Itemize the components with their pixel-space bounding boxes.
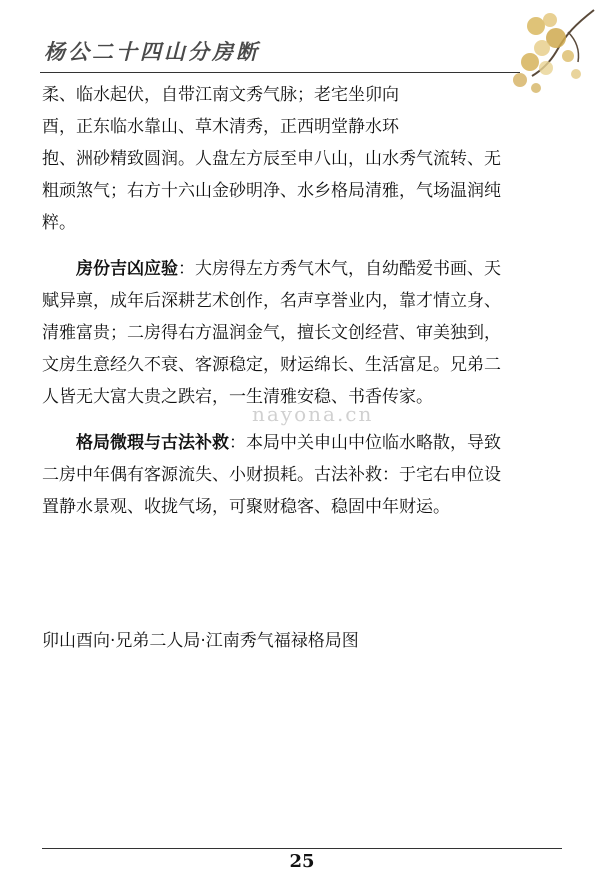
text-line: 置静水景观、收拢气场，可聚财稳客、稳固中年财运。 xyxy=(42,497,450,517)
text-line: 酉，正东临水靠山、草木清秀，正西明堂静水环 xyxy=(42,117,399,137)
paragraph-branch-fortune xyxy=(42,253,568,413)
header-title: 杨公二十四山分房断 xyxy=(44,39,260,64)
text-line: 人皆无大富大贵之跌宕，一生清雅安稳、书香传家。 xyxy=(42,387,433,407)
text-run: ：大房得左方秀气木气，自幼酷爱书画、天 xyxy=(178,259,501,279)
section-heading: 房份吉凶应验 xyxy=(76,259,178,279)
paragraph-terrain xyxy=(42,79,568,239)
text-line xyxy=(42,253,568,285)
text-line xyxy=(42,427,568,459)
paragraph-flaw-remedy xyxy=(42,427,568,523)
text-line: 抱、洲砂精致圆润。人盘左方辰至申八山，山水秀气流转、无 xyxy=(42,149,501,169)
page-header xyxy=(0,0,604,80)
text-line: 粗顽煞气；右方十六山金砂明净、水乡格局清雅，气场温润纯 xyxy=(42,181,501,201)
text-line: 二房中年偶有客源流失、小财损耗。古法补救：于宅右申位设 xyxy=(42,465,501,485)
page-number: 25 xyxy=(289,851,315,872)
text-line: 柔、临水起伏，自带江南文秀气脉；老宅坐卯向 xyxy=(42,85,399,105)
text-run: ：本局中关申山中位临水略散，导致 xyxy=(229,433,501,453)
page-body xyxy=(42,79,568,523)
section-heading: 格局微瑕与古法补救 xyxy=(76,433,229,453)
figure-caption: 卯山酉向·兄弟二人局·江南秀气福禄格局图 xyxy=(42,631,359,651)
header-rule xyxy=(40,72,520,73)
text-line: 赋异禀，成年后深耕艺术创作，名声享誉业内，靠才情立身、 xyxy=(42,291,501,311)
footer-rule xyxy=(42,848,562,849)
text-line: 清雅富贵；二房得右方温润金气，擅长文创经营、审美独到， xyxy=(42,323,501,343)
text-line: 文房生意经久不衰、客源稳定，财运绵长、生活富足。兄弟二 xyxy=(42,355,501,375)
text-line: 粹。 xyxy=(42,213,76,233)
watermark: nayona.cn xyxy=(252,402,374,426)
